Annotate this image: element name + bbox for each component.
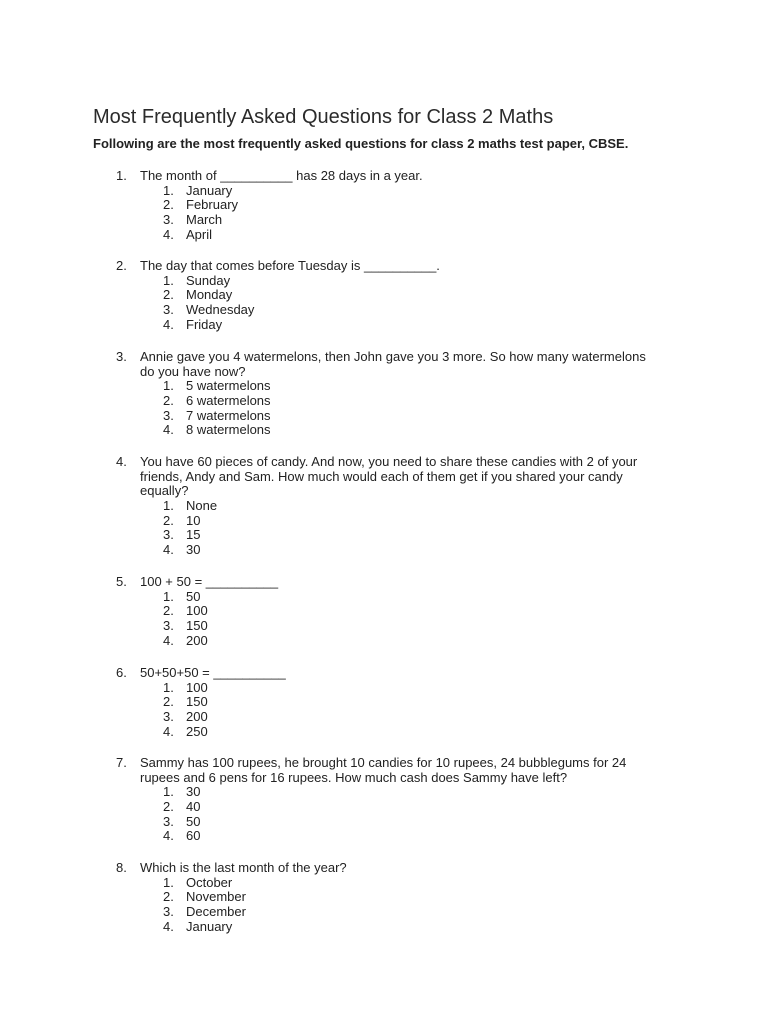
answer-option [0,213,768,228]
option-text: February [186,197,239,213]
question-text-line: You have 60 pieces of candy. And now, you need to share these candies with 2 of your [140,454,638,469]
answer-option [0,184,768,199]
question-text [140,259,680,274]
answer-option [0,590,768,605]
question-text-line: friends, Andy and Sam. How much would each of them get if you shared your candy [140,468,623,484]
option-number: 3. [163,618,174,634]
answer-options [0,785,768,844]
option-number: 4. [163,918,174,934]
answer-options [0,379,768,438]
option-text: 150 [186,618,208,634]
document-subtitle: Following are the most frequently asked questions for class 2 maths test paper, CBSE. [93,136,629,151]
option-number: 1. [163,182,174,198]
option-text: Wednesday [186,302,255,318]
option-number: 1. [163,679,174,695]
option-text: 200 [186,709,208,725]
option-number: 2. [163,512,174,528]
option-text: 6 watermelons [186,393,271,409]
answer-option [0,543,768,558]
question-text-line: The day that comes before Tuesday is __________. [140,258,440,273]
question-text [140,861,680,876]
option-text: 100 [186,603,208,619]
option-number: 1. [163,378,174,394]
question-number: 1. [116,168,127,183]
question-number: 5. [116,574,127,589]
question-text [140,575,680,590]
question-text-line: Annie gave you 4 watermelons, then John gave you 3 more. So how many watermelons [140,349,646,364]
answer-option [0,785,768,800]
question-number: 2. [116,258,127,273]
document-title: Most Frequently Asked Questions for Class 2 Maths [93,106,554,128]
option-number: 3. [163,709,174,725]
option-number: 3. [163,407,174,423]
option-number: 1. [163,588,174,604]
answer-option [0,528,768,543]
question-text-line: do you have now? [140,363,246,379]
question-number: 7. [116,755,127,770]
answer-option [0,288,768,303]
option-text: None [186,498,218,514]
answer-option [0,800,768,815]
question-text [140,455,680,499]
option-text: 40 [186,799,201,815]
option-number: 3. [163,904,174,920]
answer-option [0,514,768,529]
answer-option [0,710,768,725]
answer-option [0,423,768,438]
option-number: 3. [163,527,174,543]
option-text: 10 [186,512,201,528]
option-number: 4. [163,542,174,558]
question-text [140,756,680,785]
answer-options [0,681,768,740]
option-number: 1. [163,272,174,288]
answer-options [0,274,768,333]
answer-option [0,815,768,830]
question-text [140,666,680,681]
question-text [140,350,680,379]
option-number: 4. [163,422,174,438]
answer-option [0,318,768,333]
question-number: 8. [116,860,127,875]
option-number: 4. [163,723,174,739]
question-text-line: rupees and 6 pens for 16 rupees. How much cash does Sammy have left? [140,769,568,785]
option-text: 50 [186,588,201,604]
option-number: 2. [163,694,174,710]
question-text-line: The month of __________ has 28 days in a year. [140,168,423,183]
option-number: 4. [163,316,174,332]
question-text-line: Sammy has 100 rupees, he brought 10 candies for 10 rupees, 24 bubblegums for 24 [140,755,627,770]
answer-option [0,499,768,514]
option-number: 1. [163,498,174,514]
option-number: 4. [163,632,174,648]
option-text: Friday [186,316,223,332]
answer-options [0,499,768,558]
option-text: January [186,182,233,198]
option-number: 3. [163,813,174,829]
option-text: 8 watermelons [186,422,271,438]
option-text: December [186,904,246,920]
question-text-line: 50+50+50 = __________ [140,665,286,680]
answer-option [0,619,768,634]
option-text: 30 [186,542,201,558]
answer-option [0,198,768,213]
answer-option [0,379,768,394]
option-text: 50 [186,813,201,829]
answer-option [0,681,768,696]
option-text: 100 [186,679,208,695]
option-number: 2. [163,603,174,619]
option-text: January [186,918,233,934]
question-text-line: 100 + 50 = __________ [140,574,279,589]
question-number: 3. [116,349,127,364]
option-text: April [186,226,213,242]
answer-option [0,890,768,905]
answer-option [0,920,768,935]
option-text: 5 watermelons [186,378,271,394]
option-text: 150 [186,694,208,710]
option-text: 15 [186,527,201,543]
option-text: Monday [186,287,233,303]
answer-option [0,634,768,649]
option-text: March [186,212,223,228]
answer-option [0,409,768,424]
question-text [140,169,680,184]
option-text: 30 [186,784,201,800]
answer-option [0,876,768,891]
option-number: 4. [163,226,174,242]
option-number: 2. [163,393,174,409]
answer-options [0,876,768,935]
option-number: 1. [163,874,174,890]
answer-option [0,725,768,740]
question-number: 4. [116,454,127,469]
question-text-line: Which is the last month of the year? [140,860,347,875]
question-text-line: equally? [140,483,189,499]
option-number: 3. [163,212,174,228]
option-number: 4. [163,828,174,844]
option-text: October [186,874,233,890]
option-text: 7 watermelons [186,407,271,423]
answer-option [0,228,768,243]
question-number: 6. [116,665,127,680]
answer-option [0,604,768,619]
option-number: 2. [163,889,174,905]
answer-options [0,590,768,649]
option-number: 2. [163,287,174,303]
option-text: 200 [186,632,208,648]
option-text: November [186,889,246,905]
answer-option [0,394,768,409]
answer-option [0,274,768,289]
answer-option [0,829,768,844]
answer-options [0,184,768,243]
option-number: 2. [163,799,174,815]
option-number: 3. [163,302,174,318]
option-text: 60 [186,828,201,844]
answer-option [0,303,768,318]
option-number: 1. [163,784,174,800]
option-text: Sunday [186,272,231,288]
option-text: 250 [186,723,208,739]
answer-option [0,905,768,920]
answer-option [0,695,768,710]
option-number: 2. [163,197,174,213]
